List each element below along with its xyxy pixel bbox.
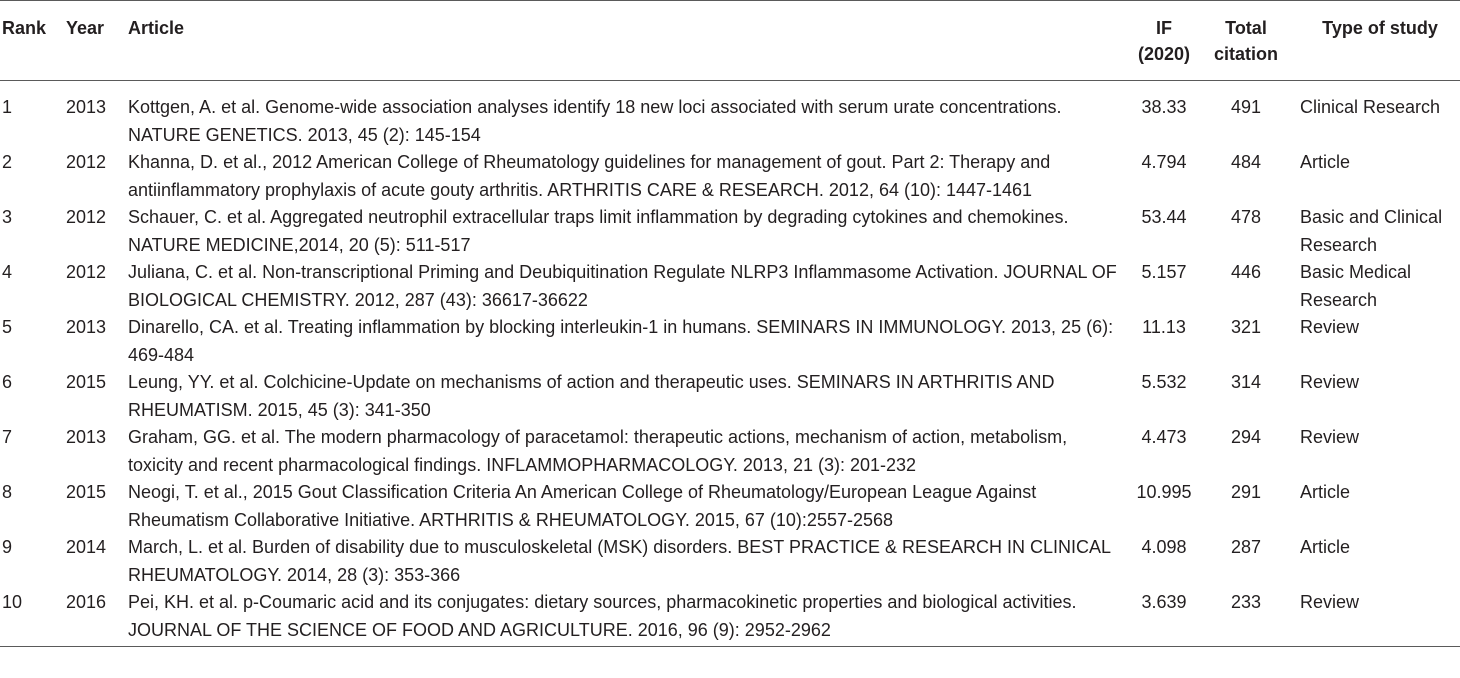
- cell-rank: 6: [2, 372, 13, 392]
- table-row: [0, 204, 1460, 259]
- cell-rank: 4: [2, 262, 13, 282]
- cell-impact-factor: 53.44: [1141, 207, 1187, 227]
- cell-rank: 8: [2, 482, 13, 502]
- cell-type-of-study: Basic Medical Research: [1300, 262, 1412, 310]
- cell-year: 2015: [66, 372, 107, 392]
- header-row: [0, 1, 1460, 81]
- cell-article: Leung, YY. et al. Colchicine-Update on mechanisms of action and therapeutic uses. SEMINARS IN ARTHRITIS AND RHEUMATISM. 2015, 45 (3): 341-350: [128, 372, 1055, 420]
- cell-year: 2014: [66, 537, 107, 557]
- header-rank: Rank: [0, 1, 66, 81]
- cell-total-citation: 321: [1230, 317, 1262, 337]
- table-row: [0, 534, 1460, 589]
- cell-total-citation: 446: [1230, 262, 1262, 282]
- header-article: Article: [128, 1, 1130, 81]
- cell-type-of-study: Review: [1294, 589, 1460, 647]
- header-type-of-study: Type of study: [1294, 1, 1460, 81]
- cell-year: 2012: [66, 262, 107, 282]
- cell-type-of-study: Article: [1300, 537, 1351, 557]
- cell-year: 2016: [66, 589, 128, 647]
- cell-rank: 10: [0, 589, 66, 647]
- cell-type-of-study: Clinical Research: [1300, 97, 1441, 117]
- cell-rank: 2: [2, 152, 13, 172]
- cell-total-citation: 314: [1230, 372, 1262, 392]
- table-row: [0, 259, 1460, 314]
- cell-year: 2013: [66, 97, 107, 117]
- cell-type-of-study: Article: [1300, 152, 1351, 172]
- cell-rank: 5: [2, 317, 13, 337]
- cell-rank: 9: [2, 537, 13, 557]
- cell-article: Kottgen, A. et al. Genome-wide association analyses identify 18 new loci associated with serum urate concentrations. NATURE GENETICS. 2013, 45 (2): 145-154: [128, 97, 1062, 145]
- cell-impact-factor: 4.794: [1141, 152, 1187, 172]
- cell-article: Dinarello, CA. et al. Treating inflammation by blocking interleukin-1 in humans. SEMINARS IN IMMUNOLOGY. 2013, 25 (6): 469-484: [128, 317, 1114, 365]
- header-if-line2: (2020): [1137, 44, 1191, 64]
- cell-article: Khanna, D. et al., 2012 American College of Rheumatology guidelines for management of gout. Part 2: Therapy and antiinflammatory prophylaxis of acute gouty arthritis. ARTHRITIS CARE & RESEARCH. 2012, 64 (10): 1447-1461: [128, 152, 1051, 200]
- header-citation-line2: citation: [1213, 44, 1278, 64]
- cell-type-of-study: Review: [1300, 427, 1360, 447]
- table-row: [0, 314, 1460, 369]
- cell-impact-factor: 5.157: [1141, 262, 1187, 282]
- cell-impact-factor: 4.473: [1141, 427, 1187, 447]
- header-citation-line1: Total: [1225, 18, 1267, 38]
- cell-year: 2013: [66, 427, 107, 447]
- header-year: Year: [66, 1, 128, 81]
- cell-total-citation: 291: [1230, 482, 1262, 502]
- cell-total-citation: 491: [1230, 97, 1262, 117]
- cell-year: 2012: [66, 207, 107, 227]
- table-row: [0, 149, 1460, 204]
- cell-impact-factor: 5.532: [1141, 372, 1187, 392]
- cell-article: Graham, GG. et al. The modern pharmacology of paracetamol: therapeutic actions, mechanism of action, metabolism, toxicity and recent pharmacological findings. INFLAMMOPHARMACOLOGY. 2013, 21 (3): 201-232: [128, 427, 1068, 475]
- cell-impact-factor: 10.995: [1136, 482, 1192, 502]
- cell-year: 2015: [66, 482, 107, 502]
- cell-article: Pei, KH. et al. p-Coumaric acid and its conjugates: dietary sources, pharmacokinetic properties and biological activities. JOURNAL OF THE SCIENCE OF FOOD AND AGRICULTURE. 2016, 96 (9): 2952-2962: [128, 589, 1130, 647]
- cell-year: 2013: [66, 317, 107, 337]
- cell-type-of-study: Review: [1300, 372, 1360, 392]
- cell-impact-factor: 4.098: [1141, 537, 1187, 557]
- table-row: [0, 424, 1460, 479]
- cell-total-citation: 294: [1230, 427, 1262, 447]
- cell-article: Juliana, C. et al. Non-transcriptional Priming and Deubiquitination Regulate NLRP3 Inflammasome Activation. JOURNAL OF BIOLOGICAL CHEMISTRY. 2012, 287 (43): 36617-36622: [128, 262, 1117, 310]
- cell-rank: 1: [2, 97, 13, 117]
- cell-total-citation: 287: [1230, 537, 1262, 557]
- table-row: [0, 81, 1460, 150]
- cell-impact-factor: 38.33: [1141, 97, 1187, 117]
- cell-impact-factor: 11.13: [1142, 317, 1186, 337]
- cell-total-citation: 233: [1198, 589, 1294, 647]
- cell-year: 2012: [66, 152, 107, 172]
- cell-total-citation: 484: [1230, 152, 1262, 172]
- cell-article: Schauer, C. et al. Aggregated neutrophil extracellular traps limit inflammation by degrading cytokines and chemokines. NATURE MEDICINE,2014, 20 (5): 511-517: [128, 207, 1069, 255]
- table-row: [0, 369, 1460, 424]
- cell-rank: 3: [2, 207, 13, 227]
- header-total-citation: [1198, 1, 1294, 81]
- cell-rank: 7: [2, 427, 13, 447]
- table-body: [0, 81, 1460, 647]
- cell-type-of-study: Review: [1300, 317, 1360, 337]
- table-row: [0, 479, 1460, 534]
- cell-type-of-study: Basic and Clinical Research: [1300, 207, 1443, 255]
- cell-article: March, L. et al. Burden of disability due to musculoskeletal (MSK) disorders. BEST PRACTICE & RESEARCH IN CLINICAL RHEUMATOLOGY. 2014, 28 (3): 353-366: [128, 537, 1111, 585]
- cell-article: Neogi, T. et al., 2015 Gout Classification Criteria An American College of Rheumatology/European League Against Rheumatism Collaborative Initiative. ARTHRITIS & RHEUMATOLOGY. 2015, 67 (10):2557-2568: [128, 482, 1037, 530]
- cell-total-citation: 478: [1230, 207, 1262, 227]
- cell-impact-factor: 3.639: [1130, 589, 1198, 647]
- table-header: [0, 1, 1460, 81]
- cell-type-of-study: Article: [1300, 482, 1351, 502]
- header-impact-factor: [1130, 1, 1198, 81]
- table-row: [0, 589, 1460, 647]
- header-if-line1: IF: [1156, 18, 1172, 38]
